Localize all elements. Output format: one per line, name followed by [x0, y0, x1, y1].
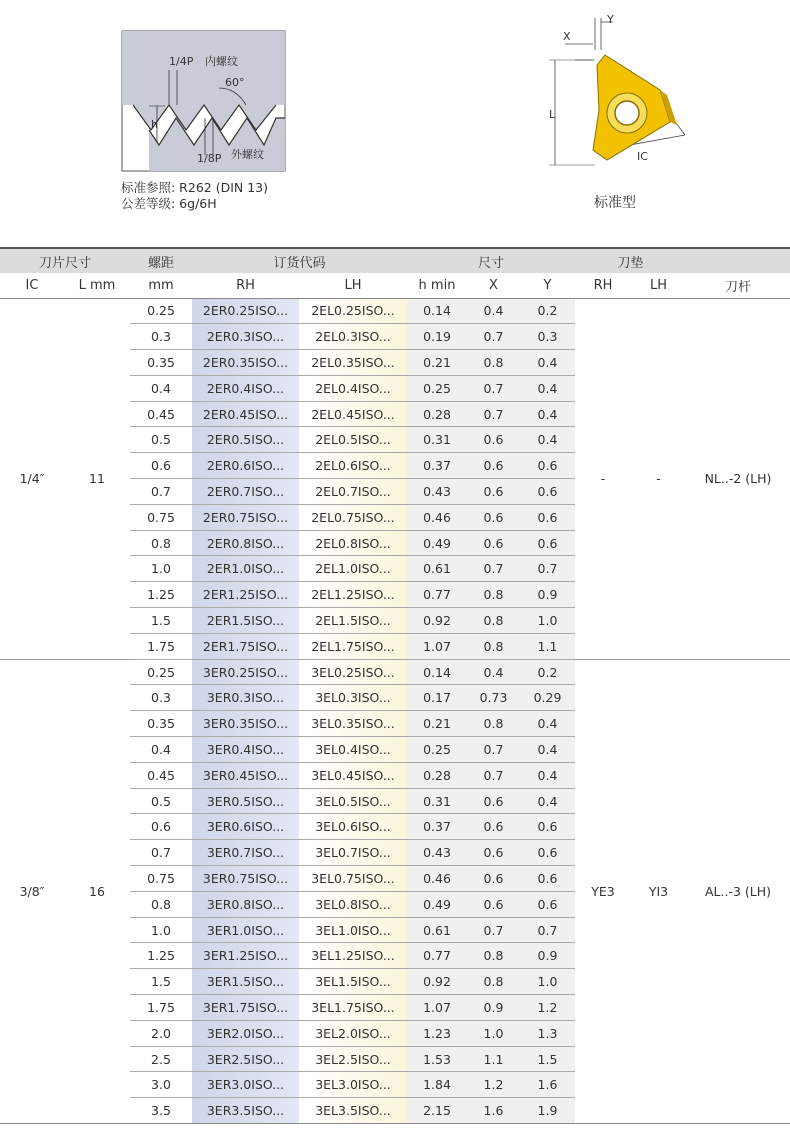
rh-col-header: RH	[192, 273, 299, 298]
hmin-cell: 0.37	[407, 453, 467, 479]
pitch-cell: 0.7	[130, 840, 192, 866]
rh-code-cell: 3ER1.0ISO...	[192, 917, 299, 943]
ic-cell: 1/4″	[0, 298, 64, 659]
hmin-cell: 0.77	[407, 582, 467, 608]
external-thread-label: 外螺纹	[231, 148, 264, 161]
y-cell: 0.4	[520, 762, 575, 788]
y-cell: 0.3	[520, 324, 575, 350]
rh-code-cell: 2ER0.3ISO...	[192, 324, 299, 350]
rh-code-cell: 3ER0.6ISO...	[192, 814, 299, 840]
pitch-cell: 0.5	[130, 788, 192, 814]
toolholder-cell: AL..-3 (LH)	[686, 659, 790, 1123]
lh-code-cell: 3EL1.75ISO...	[299, 995, 407, 1021]
hmin-cell: 2.15	[407, 1098, 467, 1124]
pitch-cell: 0.25	[130, 298, 192, 324]
lh-code-cell: 3EL1.0ISO...	[299, 917, 407, 943]
toolholder-col-header: 刀杆	[686, 273, 790, 298]
lh-code-cell: 2EL1.75ISO...	[299, 633, 407, 659]
pitch-cell: 3.5	[130, 1098, 192, 1124]
l-dimension-label: L	[549, 108, 556, 121]
y-cell: 0.4	[520, 375, 575, 401]
hmin-cell: 0.49	[407, 530, 467, 556]
x-cell: 0.7	[467, 762, 520, 788]
rh-code-cell: 3ER0.7ISO...	[192, 840, 299, 866]
pitch-cell: 0.3	[130, 324, 192, 350]
hmin-cell: 1.84	[407, 1072, 467, 1098]
y-cell: 0.4	[520, 427, 575, 453]
x-cell: 0.6	[467, 866, 520, 892]
pitch-cell: 2.0	[130, 1020, 192, 1046]
pitch-cell: 0.6	[130, 814, 192, 840]
x-dimension-label: X	[563, 30, 571, 43]
hmin-cell: 0.31	[407, 788, 467, 814]
hmin-cell: 0.21	[407, 350, 467, 376]
hmin-cell: 0.21	[407, 711, 467, 737]
x-cell: 0.6	[467, 453, 520, 479]
lh-code-cell: 3EL0.7ISO...	[299, 840, 407, 866]
x-cell: 0.8	[467, 711, 520, 737]
lh-code-cell: 2EL0.3ISO...	[299, 324, 407, 350]
shim-lh-cell: -	[631, 298, 686, 659]
toolholder-cell: NL..-2 (LH)	[686, 298, 790, 659]
hmin-cell: 0.92	[407, 608, 467, 634]
y-cell: 0.6	[520, 840, 575, 866]
lh-code-cell: 2EL0.25ISO...	[299, 298, 407, 324]
table-row	[0, 659, 790, 685]
lh-code-cell: 2EL0.45ISO...	[299, 401, 407, 427]
lh-code-cell: 2EL1.5ISO...	[299, 608, 407, 634]
y-cell: 1.1	[520, 633, 575, 659]
h-label: h	[151, 118, 158, 131]
lh-code-cell: 3EL3.0ISO...	[299, 1072, 407, 1098]
rh-code-cell: 3ER1.75ISO...	[192, 995, 299, 1021]
l-cell: 11	[64, 298, 130, 659]
x-cell: 0.7	[467, 556, 520, 582]
rh-code-cell: 2ER1.75ISO...	[192, 633, 299, 659]
rh-code-cell: 2ER0.7ISO...	[192, 479, 299, 505]
x-cell: 0.4	[467, 298, 520, 324]
y-cell: 0.6	[520, 530, 575, 556]
ic-cell: 3/8″	[0, 659, 64, 1123]
lh-code-cell: 2EL1.0ISO...	[299, 556, 407, 582]
lh-code-cell: 3EL1.5ISO...	[299, 969, 407, 995]
hmin-cell: 0.14	[407, 298, 467, 324]
x-cell: 0.8	[467, 350, 520, 376]
rh-code-cell: 3ER0.35ISO...	[192, 711, 299, 737]
pitch-cell: 0.6	[130, 453, 192, 479]
pitch-cell: 1.5	[130, 608, 192, 634]
hmin-cell: 0.61	[407, 917, 467, 943]
x-cell: 0.6	[467, 814, 520, 840]
y-cell: 0.9	[520, 943, 575, 969]
x-col-header: X	[467, 273, 520, 298]
pitch-cell: 3.0	[130, 1072, 192, 1098]
shim-rh-col-header: RH	[575, 273, 631, 298]
y-cell: 0.4	[520, 711, 575, 737]
rh-code-cell: 2ER0.5ISO...	[192, 427, 299, 453]
y-cell: 0.9	[520, 582, 575, 608]
hmin-cell: 0.49	[407, 891, 467, 917]
rh-code-cell: 3ER0.4ISO...	[192, 737, 299, 763]
dimensions-header: 尺寸	[407, 248, 575, 273]
pitch-cell: 0.8	[130, 891, 192, 917]
x-cell: 0.8	[467, 608, 520, 634]
rh-code-cell: 2ER1.0ISO...	[192, 556, 299, 582]
hmin-cell: 0.19	[407, 324, 467, 350]
y-cell: 0.4	[520, 788, 575, 814]
rh-code-cell: 2ER1.5ISO...	[192, 608, 299, 634]
pitch-cell: 1.0	[130, 556, 192, 582]
rh-code-cell: 3ER3.5ISO...	[192, 1098, 299, 1124]
shim-header: 刀垫	[575, 248, 686, 273]
rh-code-cell: 3ER0.75ISO...	[192, 866, 299, 892]
lh-code-cell: 2EL0.4ISO...	[299, 375, 407, 401]
lh-code-cell: 2EL0.6ISO...	[299, 453, 407, 479]
thread-profile-diagram	[121, 30, 286, 172]
pitch-cell: 0.4	[130, 737, 192, 763]
hmin-cell: 0.17	[407, 685, 467, 711]
pitch-cell: 0.3	[130, 685, 192, 711]
rh-code-cell: 3ER2.5ISO...	[192, 1046, 299, 1072]
pitch-cell: 1.75	[130, 995, 192, 1021]
rh-code-cell: 3ER0.45ISO...	[192, 762, 299, 788]
hmin-cell: 0.92	[407, 969, 467, 995]
x-cell: 1.0	[467, 1020, 520, 1046]
x-cell: 0.6	[467, 840, 520, 866]
insert-type-caption: 标准型	[594, 195, 636, 211]
hmin-cell: 1.53	[407, 1046, 467, 1072]
insert-size-header: 刀片尺寸	[0, 248, 130, 273]
x-cell: 0.6	[467, 891, 520, 917]
angle-label: 60°	[225, 76, 245, 89]
rh-code-cell: 3ER0.3ISO...	[192, 685, 299, 711]
rh-code-cell: 3ER2.0ISO...	[192, 1020, 299, 1046]
pitch-cell: 0.45	[130, 762, 192, 788]
x-cell: 1.1	[467, 1046, 520, 1072]
hmin-cell: 0.37	[407, 814, 467, 840]
x-cell: 0.73	[467, 685, 520, 711]
y-cell: 1.3	[520, 1020, 575, 1046]
y-col-header: Y	[520, 273, 575, 298]
x-cell: 0.8	[467, 582, 520, 608]
pitch-cell: 0.45	[130, 401, 192, 427]
x-cell: 0.6	[467, 530, 520, 556]
insert-spec-table	[0, 247, 790, 1124]
x-cell: 0.6	[467, 504, 520, 530]
hmin-cell: 0.31	[407, 427, 467, 453]
pitch-cell: 1.25	[130, 943, 192, 969]
lh-code-cell: 3EL1.25ISO...	[299, 943, 407, 969]
pitch-cell: 1.0	[130, 917, 192, 943]
lh-code-cell: 3EL0.25ISO...	[299, 659, 407, 685]
eighth-pitch-label: 1/8P	[197, 152, 222, 165]
header-figures	[0, 0, 790, 245]
y-dimension-label: Y	[607, 13, 614, 26]
lh-code-cell: 3EL0.5ISO...	[299, 788, 407, 814]
rh-code-cell: 2ER0.45ISO...	[192, 401, 299, 427]
y-cell: 0.7	[520, 556, 575, 582]
pitch-cell: 0.25	[130, 659, 192, 685]
shim-lh-cell: YI3	[631, 659, 686, 1123]
y-cell: 1.2	[520, 995, 575, 1021]
y-cell: 0.6	[520, 453, 575, 479]
lh-code-cell: 3EL0.35ISO...	[299, 711, 407, 737]
hmin-cell: 0.46	[407, 504, 467, 530]
rh-code-cell: 3ER1.5ISO...	[192, 969, 299, 995]
standard-info	[121, 180, 268, 212]
hmin-cell: 1.23	[407, 1020, 467, 1046]
shim-rh-cell: YE3	[575, 659, 631, 1123]
ic-dimension-label: IC	[637, 150, 648, 163]
standard-reference: 标准参照: R262 (DIN 13)	[121, 180, 268, 195]
lh-col-header: LH	[299, 273, 407, 298]
ic-col-header: IC	[0, 273, 64, 298]
hmin-cell: 0.77	[407, 943, 467, 969]
x-cell: 0.6	[467, 788, 520, 814]
internal-thread-label: 内螺纹	[205, 55, 238, 68]
hmin-cell: 0.25	[407, 375, 467, 401]
table-body	[0, 298, 790, 1124]
hmin-cell: 0.14	[407, 659, 467, 685]
rh-code-cell: 2ER0.25ISO...	[192, 298, 299, 324]
pitch-cell: 0.35	[130, 711, 192, 737]
tolerance-class: 公差等级: 6g/6H	[121, 196, 217, 211]
x-cell: 1.2	[467, 1072, 520, 1098]
pitch-cell: 0.75	[130, 866, 192, 892]
l-col-header: L mm	[64, 273, 130, 298]
x-cell: 0.8	[467, 943, 520, 969]
lh-code-cell: 2EL0.75ISO...	[299, 504, 407, 530]
rh-code-cell: 3ER0.25ISO...	[192, 659, 299, 685]
pitch-cell: 0.4	[130, 375, 192, 401]
lh-code-cell: 3EL0.3ISO...	[299, 685, 407, 711]
lh-code-cell: 3EL3.5ISO...	[299, 1098, 407, 1124]
y-cell: 0.4	[520, 401, 575, 427]
shim-rh-cell: -	[575, 298, 631, 659]
l-cell: 16	[64, 659, 130, 1123]
rh-code-cell: 3ER0.5ISO...	[192, 788, 299, 814]
rh-code-cell: 2ER0.4ISO...	[192, 375, 299, 401]
lh-code-cell: 3EL2.5ISO...	[299, 1046, 407, 1072]
y-cell: 0.2	[520, 659, 575, 685]
lh-code-cell: 2EL0.8ISO...	[299, 530, 407, 556]
rh-code-cell: 2ER0.75ISO...	[192, 504, 299, 530]
lh-code-cell: 3EL0.45ISO...	[299, 762, 407, 788]
lh-code-cell: 3EL0.4ISO...	[299, 737, 407, 763]
table-row	[0, 298, 790, 324]
quarter-pitch-label: 1/4P	[169, 55, 194, 68]
pitch-cell: 1.5	[130, 969, 192, 995]
hmin-cell: 0.25	[407, 737, 467, 763]
y-cell: 1.5	[520, 1046, 575, 1072]
rh-code-cell: 2ER0.6ISO...	[192, 453, 299, 479]
pitch-cell: 2.5	[130, 1046, 192, 1072]
y-cell: 1.9	[520, 1098, 575, 1124]
rh-code-cell: 2ER1.25ISO...	[192, 582, 299, 608]
x-cell: 0.6	[467, 427, 520, 453]
hmin-cell: 1.07	[407, 995, 467, 1021]
pitch-cell: 1.75	[130, 633, 192, 659]
table-bottom-rule	[0, 1123, 790, 1124]
pitch-cell: 0.8	[130, 530, 192, 556]
hmin-cell: 0.43	[407, 479, 467, 505]
lh-code-cell: 3EL0.8ISO...	[299, 891, 407, 917]
y-cell: 0.6	[520, 479, 575, 505]
pitch-cell: 0.5	[130, 427, 192, 453]
y-cell: 0.6	[520, 504, 575, 530]
hmin-cell: 0.61	[407, 556, 467, 582]
y-cell: 1.0	[520, 969, 575, 995]
lh-code-cell: 2EL1.25ISO...	[299, 582, 407, 608]
lh-code-cell: 3EL0.6ISO...	[299, 814, 407, 840]
mm-col-header: mm	[130, 273, 192, 298]
pitch-cell: 0.75	[130, 504, 192, 530]
shim-lh-col-header: LH	[631, 273, 686, 298]
x-cell: 0.8	[467, 969, 520, 995]
rh-code-cell: 2ER0.8ISO...	[192, 530, 299, 556]
y-cell: 0.6	[520, 891, 575, 917]
y-cell: 0.6	[520, 866, 575, 892]
y-cell: 0.4	[520, 737, 575, 763]
toolholder-group-header	[686, 248, 790, 273]
hmin-cell: 0.46	[407, 866, 467, 892]
hmin-cell: 0.28	[407, 401, 467, 427]
y-cell: 1.6	[520, 1072, 575, 1098]
pitch-cell: 1.25	[130, 582, 192, 608]
x-cell: 0.8	[467, 633, 520, 659]
hmin-cell: 0.43	[407, 840, 467, 866]
x-cell: 0.6	[467, 479, 520, 505]
hmin-col-header: h min	[407, 273, 467, 298]
y-cell: 0.7	[520, 917, 575, 943]
x-cell: 0.7	[467, 375, 520, 401]
rh-code-cell: 3ER3.0ISO...	[192, 1072, 299, 1098]
rh-code-cell: 3ER1.25ISO...	[192, 943, 299, 969]
y-cell: 1.0	[520, 608, 575, 634]
lh-code-cell: 3EL2.0ISO...	[299, 1020, 407, 1046]
x-cell: 0.9	[467, 995, 520, 1021]
order-code-header: 订货代码	[192, 248, 407, 273]
hmin-cell: 1.07	[407, 633, 467, 659]
y-cell: 0.2	[520, 298, 575, 324]
y-cell: 0.4	[520, 350, 575, 376]
pitch-header: 螺距	[130, 248, 192, 273]
y-cell: 0.29	[520, 685, 575, 711]
x-cell: 0.7	[467, 917, 520, 943]
x-cell: 0.7	[467, 737, 520, 763]
x-cell: 0.7	[467, 401, 520, 427]
x-cell: 1.6	[467, 1098, 520, 1124]
y-cell: 0.6	[520, 814, 575, 840]
rh-code-cell: 3ER0.8ISO...	[192, 891, 299, 917]
hmin-cell: 0.28	[407, 762, 467, 788]
rh-code-cell: 2ER0.35ISO...	[192, 350, 299, 376]
lh-code-cell: 2EL0.7ISO...	[299, 479, 407, 505]
x-cell: 0.4	[467, 659, 520, 685]
pitch-cell: 0.7	[130, 479, 192, 505]
lh-code-cell: 2EL0.35ISO...	[299, 350, 407, 376]
lh-code-cell: 2EL0.5ISO...	[299, 427, 407, 453]
pitch-cell: 0.35	[130, 350, 192, 376]
x-cell: 0.7	[467, 324, 520, 350]
lh-code-cell: 3EL0.75ISO...	[299, 866, 407, 892]
insert-diagram	[535, 10, 715, 190]
